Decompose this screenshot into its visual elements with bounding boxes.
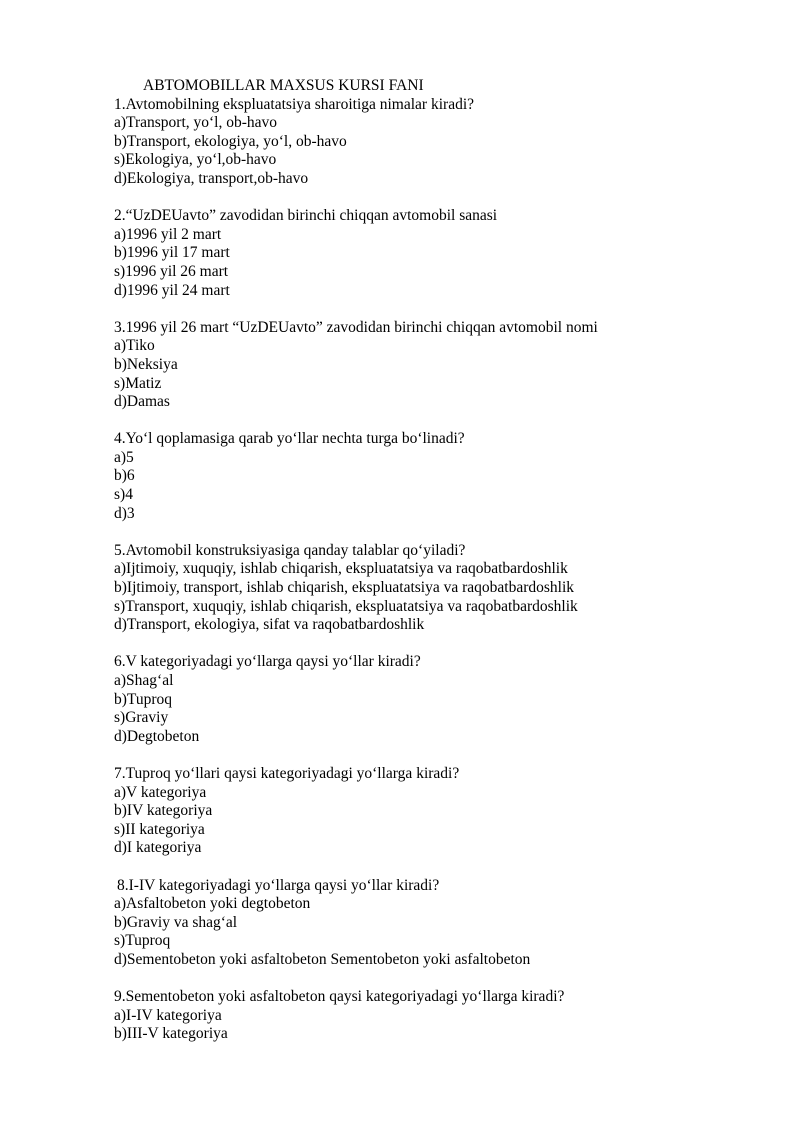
document-title: ABTOMOBILLAR MAXSUS KURSI FANI (143, 77, 424, 94)
answer-option: d)Ekologiya, transport,ob-havo (114, 169, 309, 187)
document-body (114, 77, 754, 1062)
answer-option: s)Matiz (114, 374, 162, 392)
question-text: 1.Avtomobilning ekspluatatsiya sharoitiga nimalar kiradi? (114, 95, 475, 113)
answer-option: b)Tuproq (114, 690, 172, 708)
question-text: 9.Sementobeton yoki asfaltobeton qaysi kategoriyadagi yo‘llarga kiradi? (114, 988, 565, 1006)
question-6 (114, 653, 754, 746)
answer-option: b)Ijtimoiy, transport, ishlab chiqarish, ekspluatatsiya va raqobatbardoshlik (114, 579, 575, 597)
question-4 (114, 430, 754, 523)
answer-option: d)1996 yil 24 mart (114, 281, 230, 299)
answer-option: a)1996 yil 2 mart (114, 225, 222, 243)
answer-option: s)II kategoriya (114, 820, 205, 838)
answer-option: a)5 (114, 448, 134, 466)
question-5 (114, 542, 754, 635)
answer-option: b)1996 yil 17 mart (114, 244, 230, 262)
answer-option: s)Tuproq (114, 932, 171, 950)
question-9 (114, 988, 754, 1044)
question-3 (114, 319, 754, 412)
question-text: 4.Yo‘l qoplamasiga qarab yo‘llar nechta turga bo‘linadi? (114, 430, 465, 448)
answer-option: s)Ekologiya, yo‘l,ob-havo (114, 151, 277, 169)
question-text: 3.1996 yil 26 mart “UzDEUavto” zavodidan birinchi chiqqan avtomobil nomi (114, 318, 598, 336)
question-text: 7.Tuproq yo‘llari qaysi kategoriyadagi yo‘llarga kiradi? (114, 764, 460, 782)
answer-option: b)Neksiya (114, 355, 178, 373)
answer-option: d)Transport, ekologiya, sifat va raqobatbardoshlik (114, 616, 425, 634)
answer-option: a)Asfaltobeton yoki degtobeton (114, 895, 311, 913)
answer-option: s)1996 yil 26 mart (114, 262, 229, 280)
answer-option: s)4 (114, 486, 133, 504)
question-text: 6.V kategoriyadagi yo‘llarga qaysi yo‘llar kiradi? (114, 653, 421, 671)
answer-option: b)Graviy va shag‘al (114, 913, 238, 931)
answer-option: d)Sementobeton yoki asfaltobeton Sementobeton yoki asfaltobeton (114, 950, 531, 968)
answer-option: s)Graviy (114, 709, 169, 727)
question-text: 2.“UzDEUavto” zavodidan birinchi chiqqan avtomobil sanasi (114, 207, 498, 225)
answer-option: d)I kategoriya (114, 839, 202, 857)
answer-option: d)3 (114, 504, 135, 522)
answer-option: b)6 (114, 467, 135, 485)
answer-option: b)Transport, ekologiya, yo‘l, ob-havo (114, 132, 347, 150)
answer-option: a)Tiko (114, 337, 155, 355)
answer-option: b)III-V kategoriya (114, 1025, 228, 1043)
question-text: 8.I-IV kategoriyadagi yo‘llarga qaysi yo‘llar kiradi? (117, 876, 440, 894)
answer-option: d)Degtobeton (114, 727, 200, 745)
answer-option: a)V kategoriya (114, 783, 207, 801)
question-text: 5.Avtomobil konstruksiyasiga qanday talablar qo‘yiladi? (114, 541, 466, 559)
answer-option: b)IV kategoriya (114, 802, 213, 820)
question-2 (114, 207, 754, 300)
answer-option: a)I-IV kategoriya (114, 1006, 222, 1024)
answer-option: a)Transport, yo‘l, ob-havo (114, 114, 278, 132)
question-7 (114, 765, 754, 858)
answer-option: d)Damas (114, 393, 170, 411)
answer-option: a)Shag‘al (114, 672, 174, 689)
answer-option: a)Ijtimoiy, xuquqiy, ishlab chiqarish, ekspluatatsiya va raqobatbardoshlik (114, 560, 568, 578)
answer-option: s)Transport, xuquqiy, ishlab chiqarish, ekspluatatsiya va raqobatbardoshlik (114, 597, 578, 615)
question-1 (114, 96, 754, 189)
question-8 (114, 877, 754, 970)
